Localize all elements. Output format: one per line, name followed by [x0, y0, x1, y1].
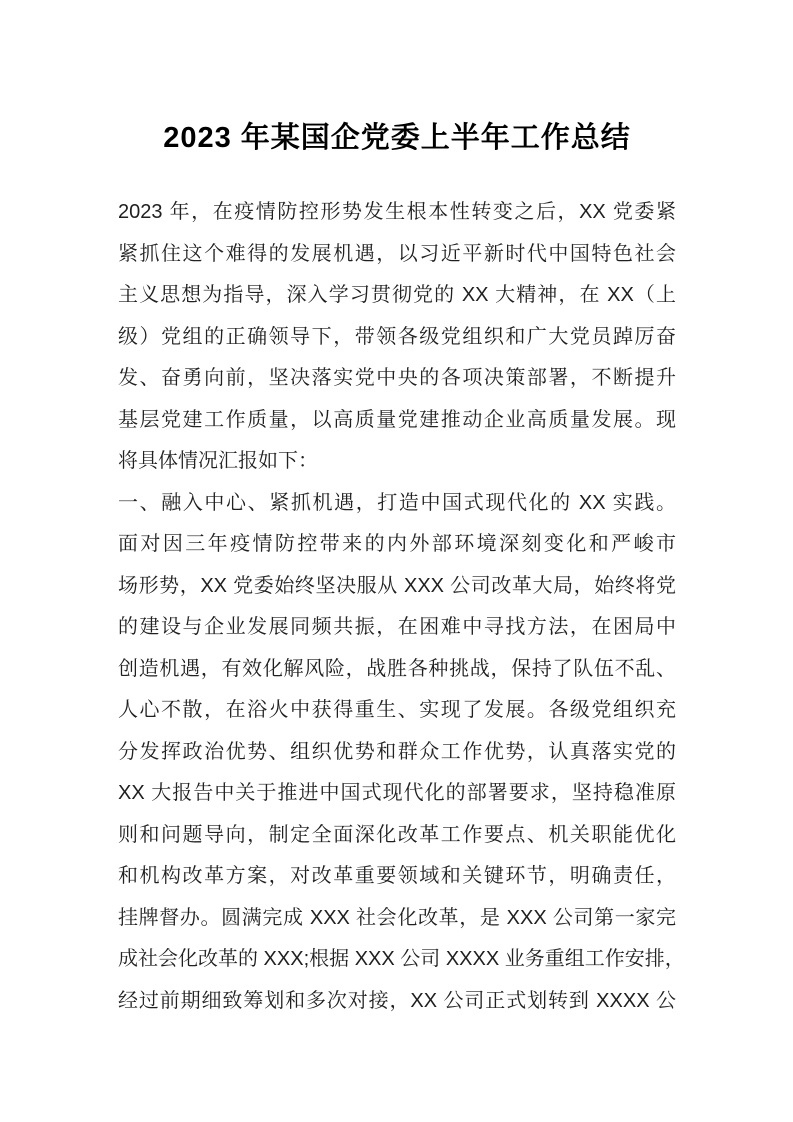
paragraph [118, 483, 685, 1023]
text-line: 紧抓住这个难得的发展机遇，以习近平新时代中国特色社会 [118, 242, 676, 265]
text-line: 将具体情况汇报如下： [118, 450, 318, 472]
text-line: 主义思想为指导，深入学习贯彻党的 XX 大精神，在 XX（上 [118, 284, 676, 306]
text-line: XX 大报告中关于推进中国式现代化的部署要求，坚持稳准原 [118, 782, 676, 804]
text-line: 一、融入中心、紧抓机遇，打造中国式现代化的 XX 实践。 [118, 491, 676, 514]
text-line: 经过前期细致筹划和多次对接，XX 公司正式划转到 XXXX 公 [118, 989, 676, 1012]
text-line: 创造机遇，有效化解风险，战胜各种挑战，保持了队伍不乱、 [118, 657, 676, 680]
text-line: 人心不散，在浴火中获得重生、实现了发展。各级党组织充 [118, 699, 676, 721]
text-line: 基层党建工作质量，以高质量党建推动企业高质量发展。现 [118, 408, 676, 431]
paragraph [118, 192, 676, 483]
text-line: 2023 年，在疫情防控形势发生根本性转变之后，XX 党委紧 [118, 201, 676, 223]
text-line: 成社会化改革的 XXX;根据 XXX 公司 XXXX 业务重组工作安排， [118, 948, 685, 970]
text-line: 和机构改革方案，对改革重要领域和关键环节，明确责任， [118, 865, 676, 887]
text-line: 级）党组的正确领导下，带领各级党组织和广大党员踔厉奋 [118, 325, 676, 348]
document-body [118, 192, 685, 1022]
text-line: 发、奋勇向前，坚决落实党中央的各项决策部署，不断提升 [118, 367, 676, 389]
text-line: 挂牌督办。圆满完成 XXX 社会化改革，是 XXX 公司第一家完 [118, 906, 676, 929]
document-title: 2023 年某国企党委上半年工作总结 [163, 122, 631, 154]
text-line: 场形势，XX 党委始终坚决服从 XXX 公司改革大局，始终将党 [118, 574, 676, 597]
text-line: 分发挥政治优势、组织优势和群众工作优势，认真落实党的 [118, 740, 676, 763]
text-line: 则和问题导向，制定全面深化改革工作要点、机关职能优化 [118, 823, 676, 846]
text-line: 的建设与企业发展同频共振，在困难中寻找方法，在困局中 [118, 616, 676, 638]
text-line: 面对因三年疫情防控带来的内外部环境深刻变化和严峻市 [118, 533, 676, 555]
